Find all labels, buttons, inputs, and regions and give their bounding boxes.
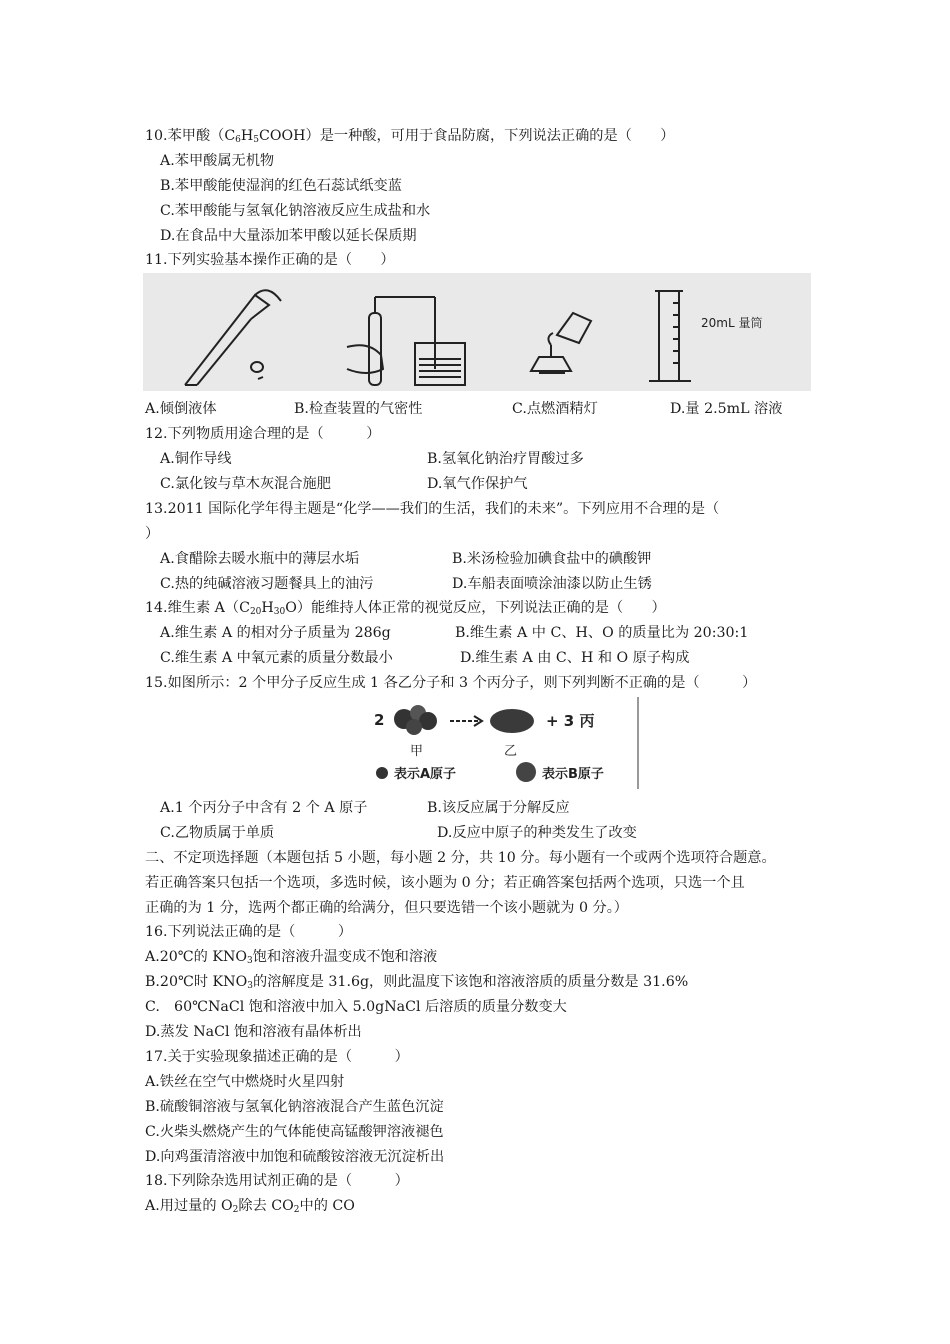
plus-3-bing: + 3 丙	[546, 712, 595, 730]
yi-molecule	[490, 709, 534, 733]
q11-option-a: A.倾倒液体	[145, 401, 217, 417]
q10-option-b: B.苯甲酸能使湿润的红色石蕊试纸变蓝	[160, 178, 402, 194]
legend-a-text: 表示A原子	[394, 767, 457, 782]
q18-option-a: A.用过量的 $O_2$除去 $CO_2$中的 CO	[145, 1198, 355, 1215]
q10-option-c: C.苯甲酸能与氢氧化钠溶液反应生成盐和水	[160, 203, 431, 219]
q15-option-c: C.乙物质属于单质	[160, 825, 275, 841]
a-atom-legend-icon	[376, 767, 388, 779]
coefficient-2: 2	[374, 711, 385, 729]
reaction-arrow	[450, 716, 482, 726]
q17-option-c: C.火柴头燃烧产生的气体能使高锰酸钾溶液褪色	[145, 1124, 444, 1140]
q11-option-b: B.检查装置的气密性	[294, 401, 423, 417]
lab-operations-drawing	[143, 273, 811, 391]
legend-b-text: 表示B原子	[542, 767, 604, 782]
q15-option-a: A.1 个丙分子中含有 2 个 A 原子	[160, 800, 368, 816]
section2-line3: 正确的为 1 分，选两个都正确的给满分，但只要选错一个该小题就为 0 分。）	[145, 900, 628, 916]
q15-option-d: D.反应中原子的种类发生了改变	[437, 825, 637, 841]
q16-option-c: C. 60℃NaCl 饱和溶液中加入 5.0gNaCl 后溶质的质量分数变大	[145, 999, 567, 1015]
q15-stem: 15.如图所示：2 个甲分子反应生成 1 各乙分子和 3 个丙分子，则下列判断不正确的是（ ）	[145, 675, 757, 691]
q17-stem: 17.关于实验现象描述正确的是（ ）	[145, 1049, 409, 1065]
q11-stem: 11.下列实验基本操作正确的是（ ）	[145, 252, 395, 268]
q14-option-d: D.维生素 A 由 C、H 和 O 原子构成	[460, 650, 690, 666]
q10-stem: 10.苯甲酸$(C_6H_5COOH)$是一种酸，可用于食品防腐，下列说法正确的是（ ）	[145, 128, 675, 145]
q12-option-d: D.氧气作保护气	[427, 476, 528, 492]
q13-option-b: B.米汤检验加碘食盐中的碘酸钾	[452, 551, 652, 567]
q10-option-a: A.苯甲酸属无机物	[160, 153, 275, 169]
molecule-reaction-drawing	[362, 697, 642, 789]
jia-molecule	[394, 705, 437, 735]
lab-operations-figure	[143, 273, 811, 391]
label-yi: 乙	[504, 744, 518, 759]
q14-stem: 14.维生素 $A(C_{20}H_{30}O)$能维持人体正常的视觉反应，下列说法正确的是（ ）	[145, 600, 666, 617]
q16-option-a: A.20℃的 $KNO_3$饱和溶液升温变成不饱和溶液	[145, 949, 438, 966]
q17-option-a: A.铁丝在空气中燃烧时火星四射	[145, 1074, 345, 1090]
q12-option-c: C.氯化铵与草木灰混合施肥	[160, 476, 331, 492]
q13-option-a: A.食醋除去暖水瓶中的薄层水垢	[160, 551, 360, 567]
q13-stem-continued: ）	[145, 526, 160, 542]
q13-option-c: C.热的纯碱溶液习题餐具上的油污	[160, 576, 374, 592]
b-atom-legend-icon	[516, 762, 536, 782]
q10-option-d: D.在食品中大量添加苯甲酸以延长保质期	[160, 228, 417, 244]
label-jia: 甲	[410, 744, 424, 759]
q15-option-b: B.该反应属于分解反应	[427, 800, 570, 816]
q12-option-b: B.氢氧化钠治疗胃酸过多	[427, 451, 584, 467]
q17-option-b: B.硫酸铜溶液与氢氧化钠溶液混合产生蓝色沉淀	[145, 1099, 444, 1115]
q16-stem: 16.下列说法正确的是（ ）	[145, 924, 353, 940]
q18-stem: 18.下列除杂选用试剂正确的是（ ）	[145, 1173, 409, 1189]
q14-option-c: C.维生素 A 中氧元素的质量分数最小	[160, 650, 393, 666]
molecule-reaction-figure	[362, 697, 642, 789]
q16-option-d: D.蒸发 NaCl 饱和溶液有晶体析出	[145, 1024, 362, 1040]
q17-option-d: D.向鸡蛋清溶液中加饱和硫酸铵溶液无沉淀析出	[145, 1149, 445, 1165]
q12-stem: 12.下列物质用途合理的是（ ）	[145, 426, 381, 442]
q13-stem: 13.2011 国际化学年得主题是“化学——我们的生活，我们的未来”。下列应用不合理的是（	[145, 501, 720, 517]
q11-option-c: C.点燃酒精灯	[512, 401, 598, 417]
section2-line2: 若正确答案只包括一个选项，多选时候，该小题为 0 分；若正确答案包括两个选项，只选一个且	[145, 875, 745, 891]
cylinder-label: 20mL 量筒	[701, 316, 763, 330]
q11-option-d: D.量 2.5mL 溶液	[670, 401, 783, 417]
q13-option-d: D.车船表面喷涂油漆以防止生锈	[452, 576, 652, 592]
q16-option-b: B.20℃时 $KNO_3$的溶解度是 31.6g，则此温度下该饱和溶液溶质的质量分数是 31.6%	[145, 974, 689, 991]
q14-option-a: A.维生素 A 的相对分子质量为 286g	[160, 625, 391, 641]
q14-option-b: B.维生素 A 中 C、H、O 的质量比为 20:30:1	[455, 625, 749, 641]
q12-option-a: A.铜作导线	[160, 451, 232, 467]
section2-line1: 二、不定项选择题（本题包括 5 小题，每小题 2 分，共 10 分。每小题有一个或两个选项符合题意。	[145, 850, 776, 866]
